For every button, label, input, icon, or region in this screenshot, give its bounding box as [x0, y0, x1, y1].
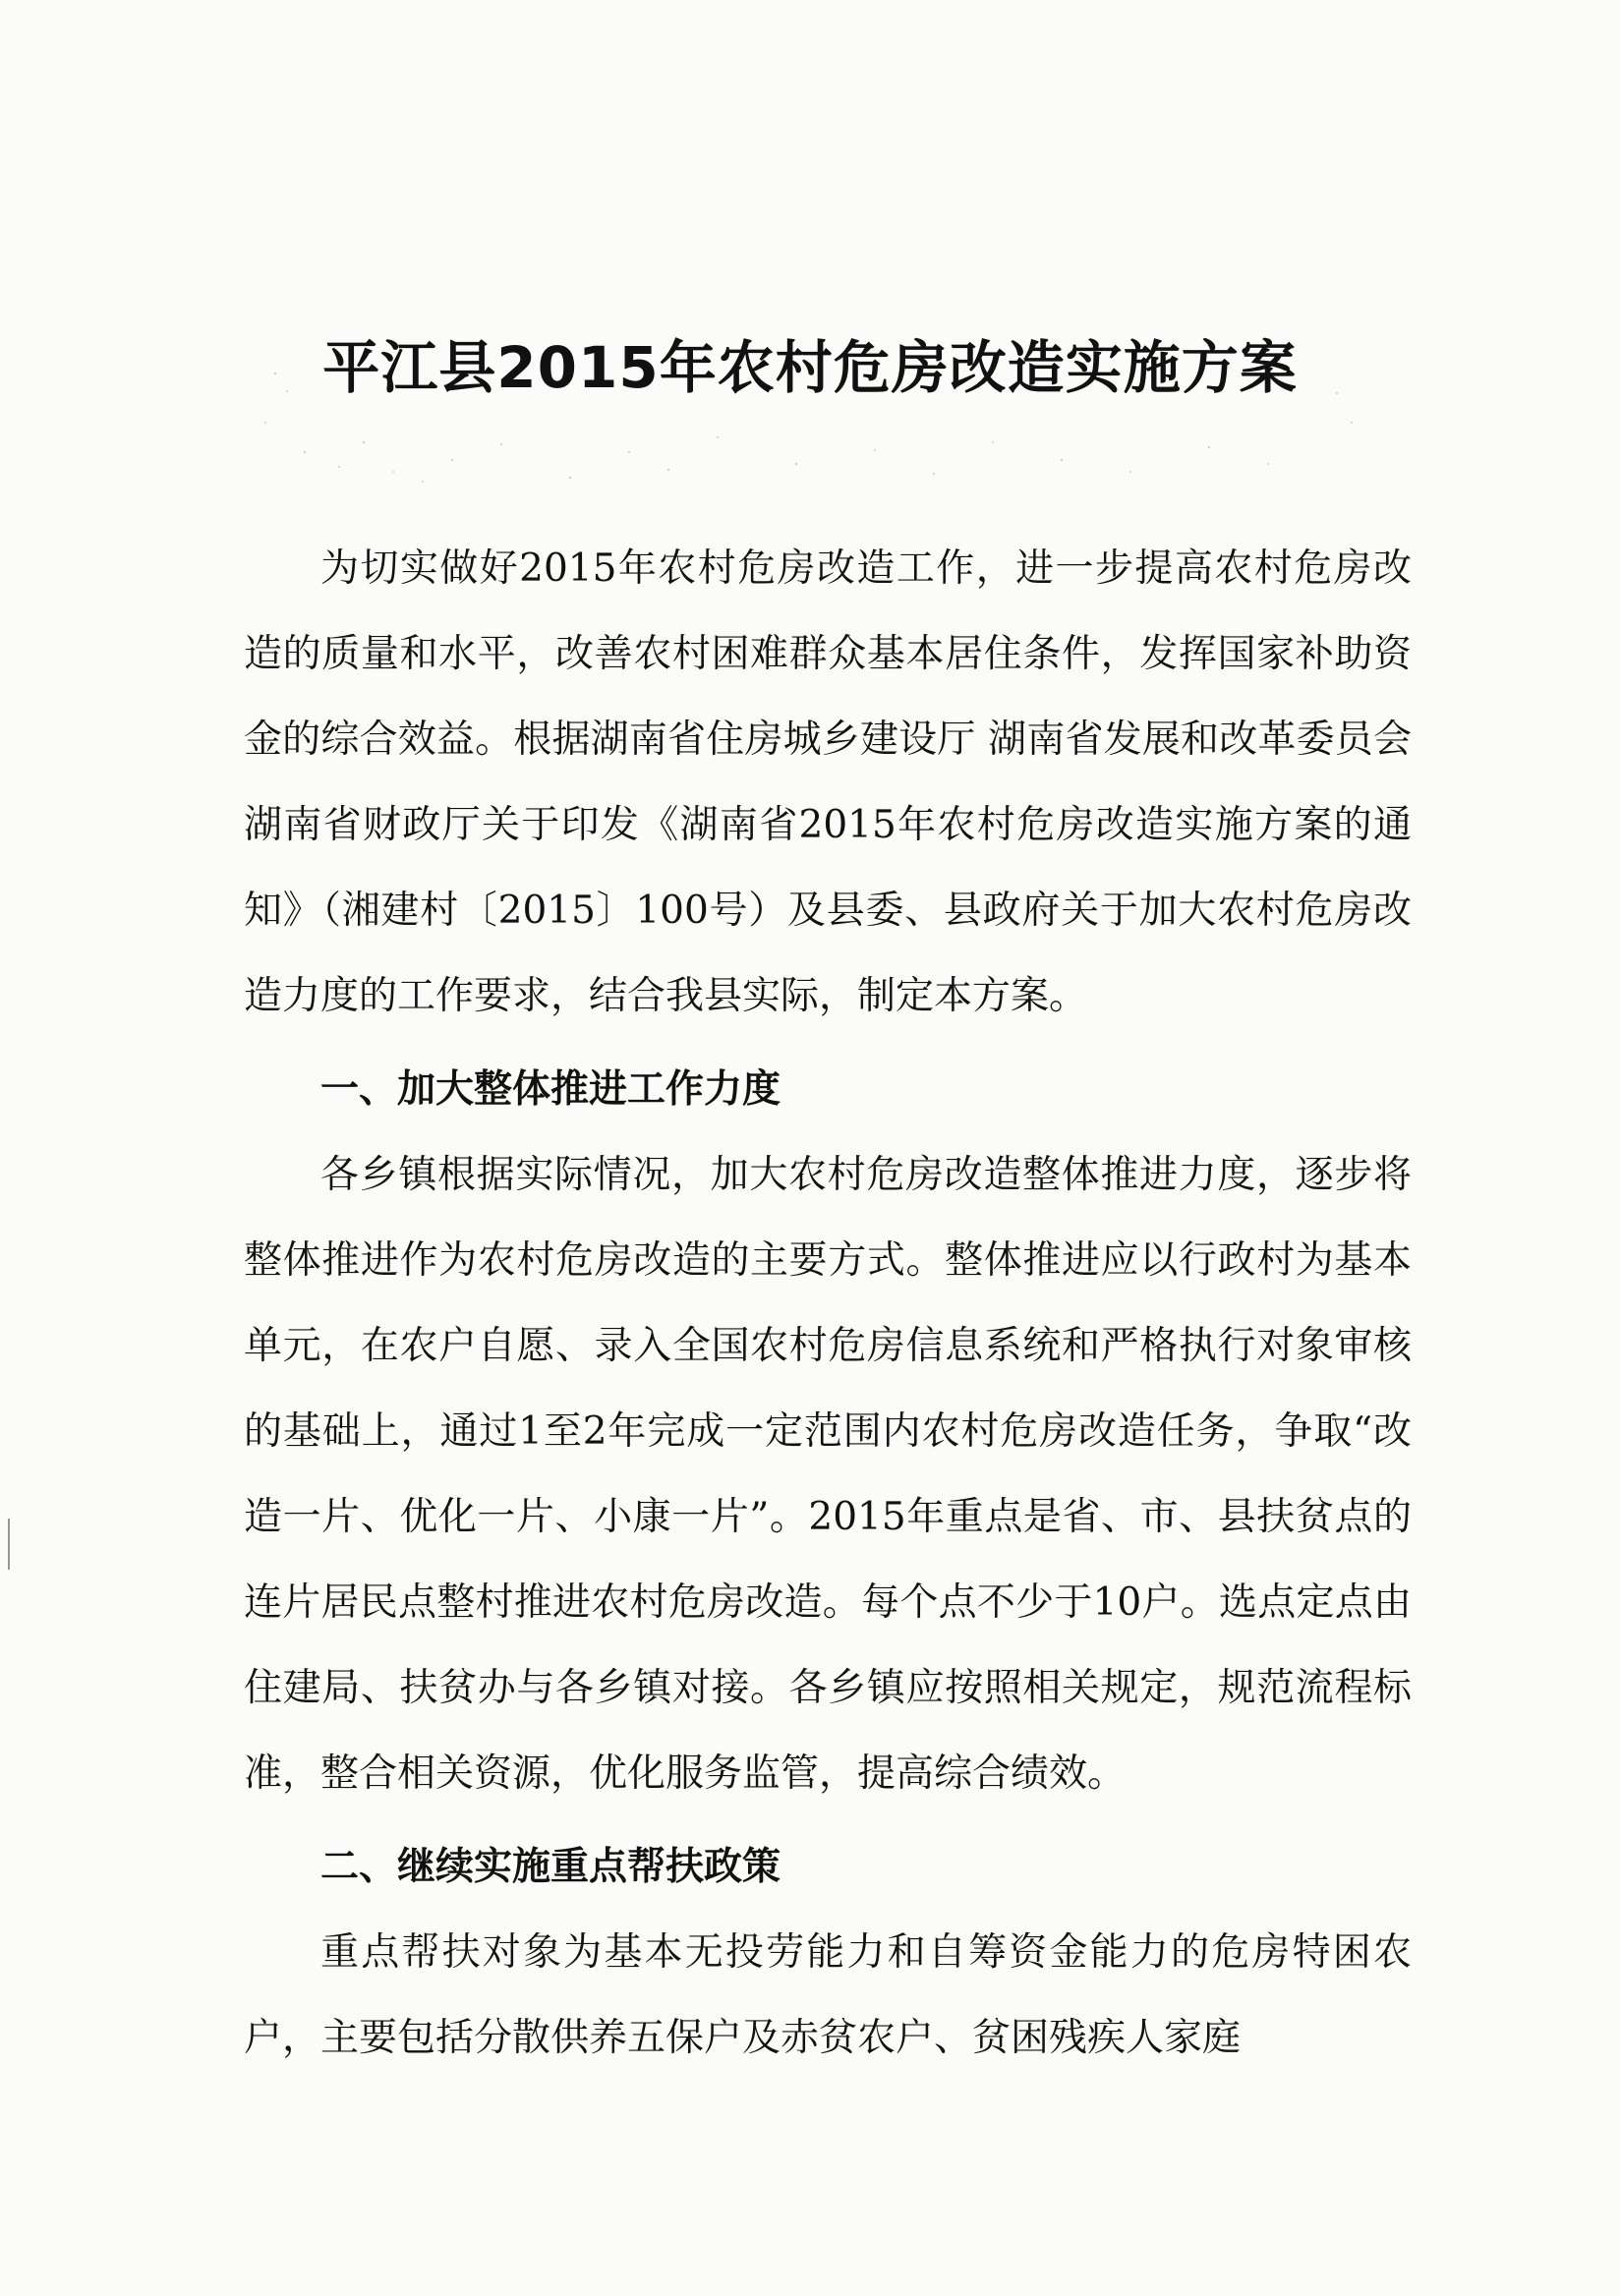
document-body [244, 526, 1412, 2081]
scan-edge-mark [8, 1519, 10, 1570]
page-title: 平江县2015年农村危房改造实施方案 [322, 334, 1298, 401]
spacer [244, 1039, 1412, 1047]
section-heading-1: 一、加大整体推进工作力度 [320, 1067, 781, 1112]
section-1-paragraph: 各乡镇根据实际情况，加大农村危房改造整体推进力度，逐步将整体推进作为农村危房改造的主要方式。整体推进应以行政村为基本单元，在农户自愿、录入全国农村危房信息系统和严格执行对象审核的基础上，通过1至2年完成一定范围内农村危房改造任务，争取“改造一片、优化一片、小康一片”。2015年重点是省、市、县扶贫点的连片居民点整村推进农村危房改造。每个点不少于10户。选点定点由住建局、扶贫办与各乡镇对接。各乡镇应按照相关规定，规范流程标准，整合相关资源，优化服务监管，提高综合绩效。 [244, 1153, 1412, 1796]
section-heading-2: 二、继续实施重点帮扶政策 [320, 1845, 781, 1889]
intro-paragraph: 为切实做好2015年农村危房改造工作，进一步提高农村危房改造的质量和水平，改善农村困难群众基本居住条件，发挥国家补助资金的综合效益。根据湖南省住房城乡建设厅 湖南省发展和改革委员会 湖南省财政厅关于印发《湖南省2015年农村危房改造实施方案的通知》（湘建村〔2015〕100号）及县委、县政府关于加大农村危房改造力度的工作要求，结合我县实际，制定本方案。 [244, 546, 1412, 1018]
section-2-paragraph: 重点帮扶对象为基本无投劳能力和自筹资金能力的危房特困农户，主要包括分散供养五保户及赤贫农户、贫困残疾人家庭 [244, 1930, 1412, 2060]
spacer [244, 1816, 1412, 1824]
